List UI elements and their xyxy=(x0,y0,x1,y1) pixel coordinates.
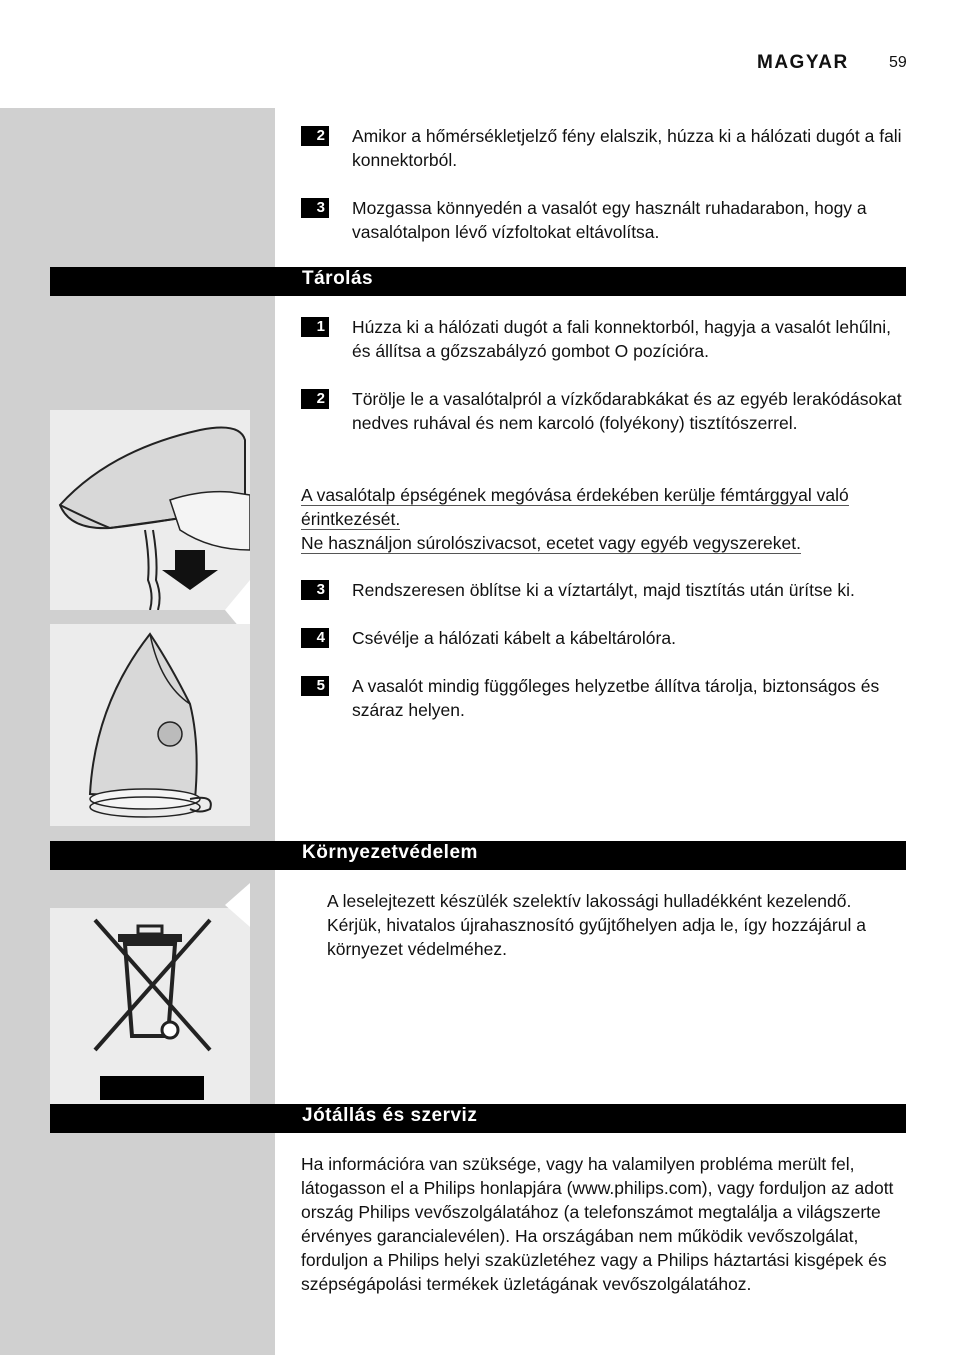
iron-wipe-icon xyxy=(50,410,250,610)
step-text: Amikor a hőmérsékletjelző fény elalszik, húzza ki a hálózati dugót a fali konnektorból. xyxy=(352,126,902,170)
step-number: 1 xyxy=(301,317,329,337)
step-number: 3 xyxy=(301,198,329,218)
step-number: 2 xyxy=(301,126,329,146)
warranty-text-after: ), vagy forduljon az adott ország Philips vevőszolgálatához (a telefonszámot megtalálja a világszerte érvényes garancialevélen). Ha országában nem működik vevőszolgálat, forduljon a Philips helyi szaküzletéhez vagy a Philips háztartási kisgépek és szépségápolási termékek üzletágának vevőszolgálatához. xyxy=(301,1178,894,1294)
page-number: 59 xyxy=(889,54,907,71)
step-text: Húzza ki a hálózati dugót a fali konnektorból, hagyja a vasalót lehűlni, és állítsa a gőzszabályzó gombot O pozícióra. xyxy=(352,317,891,361)
step-number: 3 xyxy=(301,580,329,600)
warning-note xyxy=(301,483,901,555)
environment-text: A leselejtezett készülék szelektív lakossági hulladékként kezelendő. Kérjük, hivatalos újrahasznosító gyűjtőhelyen adja le, így hozzájárul a környezet védelméhez. xyxy=(327,891,866,959)
warning-text: A vasalótalp épségének megóvása érdekében kerülje fémtárggyal való érintkezését. xyxy=(301,485,849,529)
section-header-storage xyxy=(50,267,906,296)
crossed-bin-icon xyxy=(50,908,250,1108)
language-label: MAGYAR xyxy=(757,52,849,73)
philips-website-link[interactable]: www.philips.com xyxy=(572,1178,702,1198)
step-text: A vasalót mindig függőleges helyzetbe állítva tárolja, biztonságos és száraz helyen. xyxy=(352,676,880,720)
step-text: Csévélje a hálózati kábelt a kábeltárolóra. xyxy=(352,628,676,648)
warning-text: Ne használjon súrolószivacsot, ecetet vagy egyéb vegyszereket. xyxy=(301,533,801,553)
warranty-text xyxy=(301,1152,901,1296)
step-number: 5 xyxy=(301,676,329,696)
weee-symbol-illustration xyxy=(50,908,250,1108)
section-header-environment xyxy=(50,841,906,870)
pointer-arrow xyxy=(225,883,250,927)
section-header-warranty xyxy=(50,1104,906,1133)
section-title: Környezetvédelem xyxy=(302,842,478,863)
step-number: 4 xyxy=(301,628,329,648)
warranty-text-before: Ha információra van szüksége, vagy ha valamilyen probléma merült fel, látogasson el a Philips honlapjára ( xyxy=(301,1154,855,1198)
iron-cleaning-illustration xyxy=(50,410,250,610)
step-text: Mozgassa könnyedén a vasalót egy használt ruhadarabon, hogy a vasalótalpon lévő vízfoltokat eltávolítsa. xyxy=(352,198,867,242)
iron-upright-icon xyxy=(50,624,250,826)
step-text: Törölje le a vasalótalpról a vízkődarabkákat és az egyéb lerakódásokat nedves ruhával és nem karcoló (folyékony) tisztítószerrel. xyxy=(352,389,902,433)
section-title: Jótállás és szerviz xyxy=(302,1105,478,1126)
iron-storage-illustration xyxy=(50,624,250,826)
step-text: Rendszeresen öblítse ki a víztartályt, majd tisztítás után ürítse ki. xyxy=(352,580,855,600)
step-number: 2 xyxy=(301,389,329,409)
section-title: Tárolás xyxy=(302,268,374,289)
